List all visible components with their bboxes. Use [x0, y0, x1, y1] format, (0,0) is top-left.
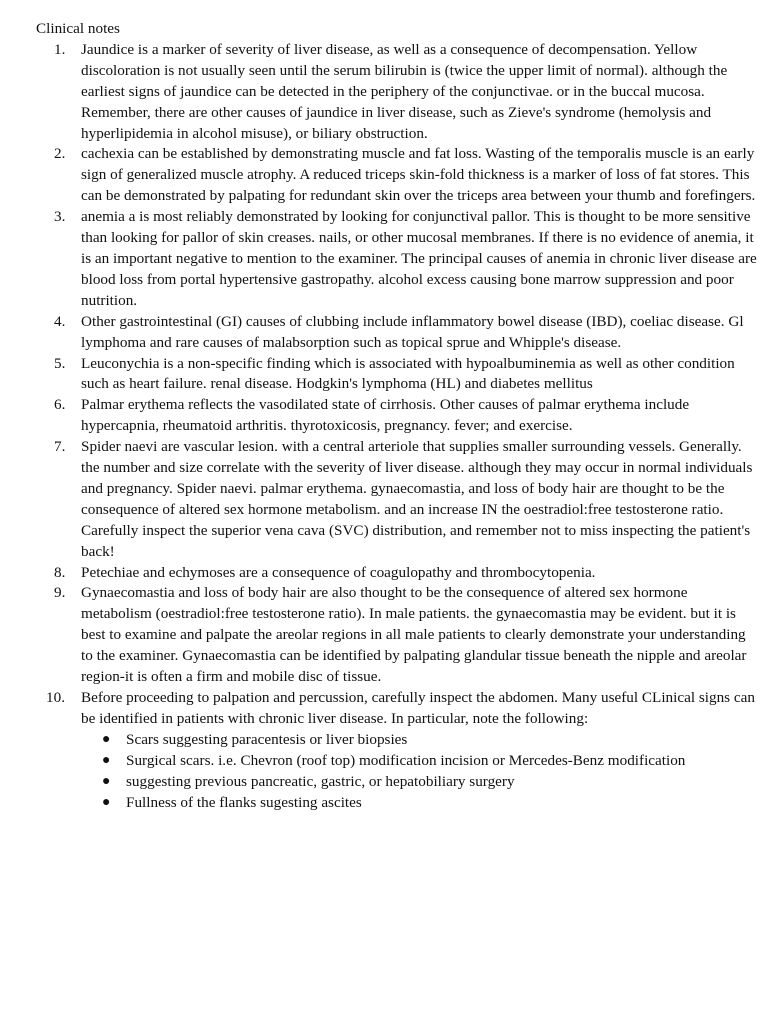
item-text: Leuconychia is a non-specific finding which is associated with hypoalbuminemia as well as other condition such as heart failure. renal disease. Hodgkin's lymphoma (HL) and diabetes mellitus	[81, 354, 735, 393]
bullet-text: suggesting previous pancreatic, gastric, or hepatobiliary surgery	[126, 772, 515, 790]
bullet-item	[36, 772, 760, 793]
item-text: Before proceeding to palpation and percussion, carefully inspect the abdomen. Many useful CLinical signs can be identified in patients with chronic liver disease. In particular, note the following:	[81, 689, 755, 727]
clinical-signs-list	[36, 730, 760, 814]
item-text: anemia a is most reliably demonstrated by looking for conjunctival pallor. This is thought to be more sensitive than looking for pallor of skin creases. nails, or other mucosal membranes. If there is no evidence of anemia, it is an important negative to mention to the examiner. The principal causes of anemia in chronic liver disease are blood loss from portal hypertensive gastropathy. alcohol excess causing bone marrow suppression and poor nutrition.	[81, 208, 757, 309]
document-page	[36, 19, 760, 813]
list-item	[36, 354, 760, 396]
list-item	[36, 312, 760, 354]
list-item	[36, 207, 760, 312]
bullet-icon: ●	[102, 752, 111, 768]
list-item	[36, 40, 760, 145]
clinical-notes-list	[36, 40, 760, 730]
item-number: 9.	[54, 584, 66, 602]
item-number: 8.	[54, 563, 66, 581]
item-text: Jaundice is a marker of severity of liver disease, as well as a consequence of decompensation. Yellow discoloration is not usually seen until the serum bilirubin is (twice the upper limit of normal). although the earliest signs of jaundice can be detected in the periphery of the conjunctivae. or in the buccal mucosa. Remember, there are other causes of jaundice in liver disease, such as Zieve's syndrome (hemolysis and hyperlipidemia in alcohol misuse), or biliary obstruction.	[81, 40, 728, 142]
item-number: 4.	[54, 312, 66, 330]
list-item	[36, 437, 760, 562]
item-number: 3.	[54, 208, 66, 226]
item-text: cachexia can be established by demonstrating muscle and fat loss. Wasting of the temporalis muscle is an early sign of generalized muscle atrophy. A reduced triceps skin-fold thickness is a marker of loss of fat stores. This can be demonstrated by palpating for redundant skin over the triceps area between your thumb and forefingers.	[81, 145, 756, 205]
list-item	[36, 688, 760, 730]
list-item	[36, 395, 760, 437]
bullet-item	[36, 793, 760, 814]
bullet-item	[36, 730, 760, 751]
page-title: Clinical notes	[36, 20, 120, 37]
item-number: 2.	[54, 145, 66, 163]
bullet-icon: ●	[102, 773, 111, 789]
item-number: 10.	[46, 689, 65, 706]
list-item	[36, 563, 760, 584]
bullet-text: Scars suggesting paracentesis or liver biopsies	[126, 730, 408, 748]
item-number: 1.	[54, 40, 66, 58]
item-number: 5.	[54, 354, 66, 372]
bullet-text: Fullness of the flanks sugesting ascites	[126, 793, 362, 811]
list-item	[36, 583, 760, 688]
bullet-text: Surgical scars. i.e. Chevron (roof top) modification incision or Mercedes-Benz modification	[126, 751, 686, 769]
item-text: Other gastrointestinal (GI) causes of clubbing include inflammatory bowel disease (IBD), coeliac disease. Gl lymphoma and rare causes of malabsorption such as topical sprue and Whipple's disease.	[81, 312, 744, 351]
item-text: Palmar erythema reflects the vasodilated state of cirrhosis. Other causes of palmar erythema include hypercapnia, rheumatoid arthritis. thyrotoxicosis, pregnancy. fever; and exercise.	[81, 396, 690, 435]
bullet-icon: ●	[102, 794, 111, 810]
item-text: Petechiae and echymoses are a consequence of coagulopathy and thrombocytopenia.	[81, 563, 596, 581]
bullet-item	[36, 751, 760, 772]
item-text: Gynaecomastia and loss of body hair are also thought to be the consequence of altered sex hormone metabolism (oestradiol:free testosterone ratio). In male patients. the gynaecomastia may be evident. but it is best to examine and palpate the areolar regions in all male patients to clearly demonstrate your understanding to the examiner. Gynaecomastia can be identified by palpating glandular tissue beneath the nipple and areolar region-it is often a firm and mobile disc of tissue.	[81, 584, 747, 686]
item-number: 6.	[54, 396, 66, 414]
bullet-icon: ●	[102, 731, 111, 747]
item-number: 7.	[54, 438, 66, 456]
item-text: Spider naevi are vascular lesion. with a central arteriole that supplies smaller surrounding vessels. Generally. the number and size correlate with the severity of liver disease. although they may occur in normal individuals and pregnancy. Spider naevi. palmar erythema. gynaecomastia, and loss of body hair are thought to be the consequence of altered sex hormone metabolism. and an increase IN the oestradiol:free testosterone ratio. Carefully inspect the superior vena cava (SVC) distribution, and remember not to miss inspecting the patient's back!	[81, 438, 753, 560]
list-item	[36, 144, 760, 207]
